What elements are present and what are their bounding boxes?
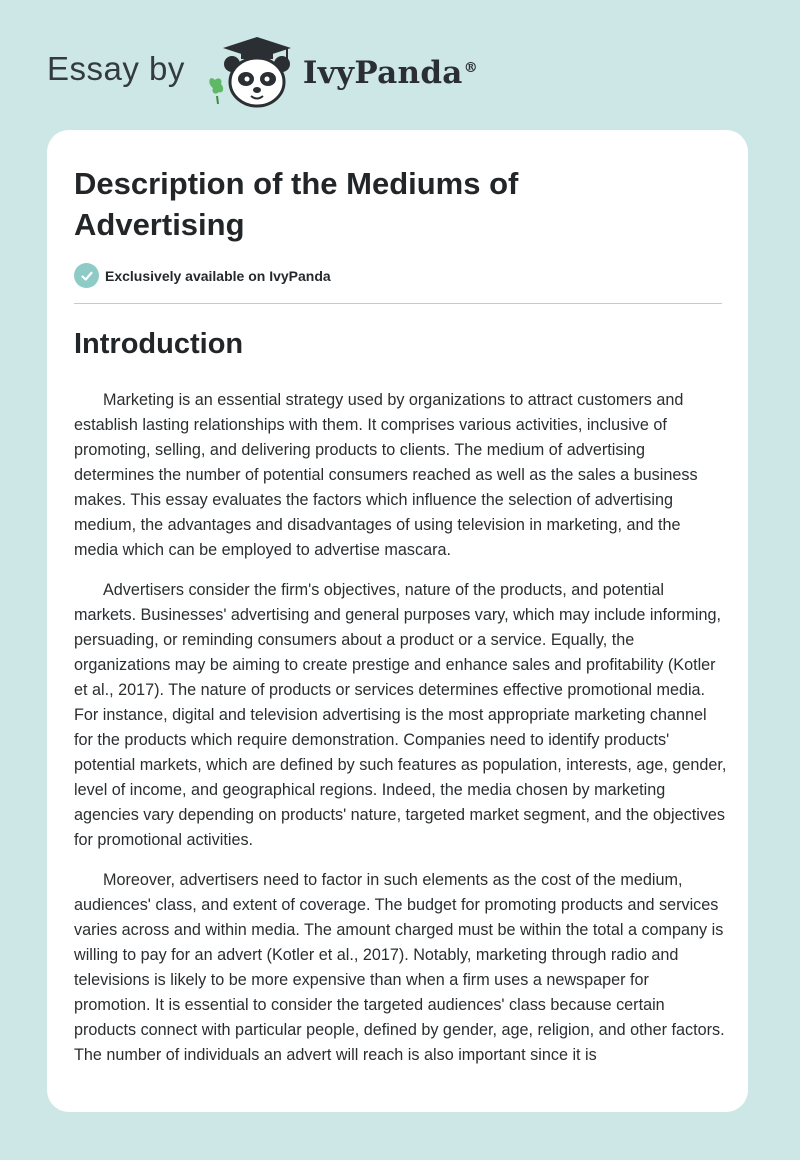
essay-card <box>47 130 748 1112</box>
brand-name: IvyPanda <box>302 55 463 91</box>
section-heading: Introduction <box>74 328 244 360</box>
check-icon <box>74 263 99 288</box>
exclusive-label: Exclusively available on IvyPanda <box>105 267 331 284</box>
site-header <box>47 34 478 110</box>
ivy-leaf-icon <box>209 78 223 104</box>
registered-mark: ® <box>463 59 478 76</box>
exclusive-badge <box>74 263 331 288</box>
essay-body <box>74 388 728 1083</box>
paragraph: Advertisers consider the firm's objectives, nature of the products, and potential markets. Businesses' advertising and general purposes vary, which may include informing, persuading, or reminding consumers about a product or a service. Equally, the organizations may be aiming to create prestige and enhance sales and profitability (Kotler et al., 2017). The nature of products or services determines effective promotional media. For instance, digital and television advertising is the most appropriate marketing channel for the products which require demonstration. Companies need to identify products' potential markets, which are defined by such features as population, interests, age, gender, level of income, and geographical regions. Indeed, the media chosen by marketing agencies vary depending on products' nature, targeted market segment, and the objectives for promotional activities. <box>74 581 727 849</box>
panda-graduate-logo-icon[interactable] <box>201 34 297 110</box>
brand-wordmark[interactable] <box>303 55 478 91</box>
paragraph: Marketing is an essential strategy used by organizations to attract customers and establish lasting relationships with them. It comprises various activities, inclusive of promoting, selling, and delivering products to clients. The medium of advertising determines the number of potential consumers reached as well as the sales a business makes. This essay evaluates the factors which influence the selection of advertising medium, the advantages and disadvantages of using television in marketing, and the media which can be employed to advertise mascara. <box>74 391 698 559</box>
essay-title: Description of the Mediums of Advertising <box>74 166 519 242</box>
essay-by-label: Essay by <box>47 50 185 87</box>
divider <box>74 303 722 304</box>
paragraph: Moreover, advertisers need to factor in such elements as the cost of the medium, audiences' class, and extent of coverage. The budget for promoting products and services varies across and within media. The amount charged must be within the total a company is willing to pay for an advert (Kotler et al., 2017). Notably, marketing through radio and televisions is likely to be more expensive than when a firm uses a newspaper for promotion. It is essential to consider the targeted audiences' class because certain products connect with particular people, defined by gender, age, religion, and other factors. The number of individuals an advert will reach is also important since it is <box>74 871 725 1064</box>
